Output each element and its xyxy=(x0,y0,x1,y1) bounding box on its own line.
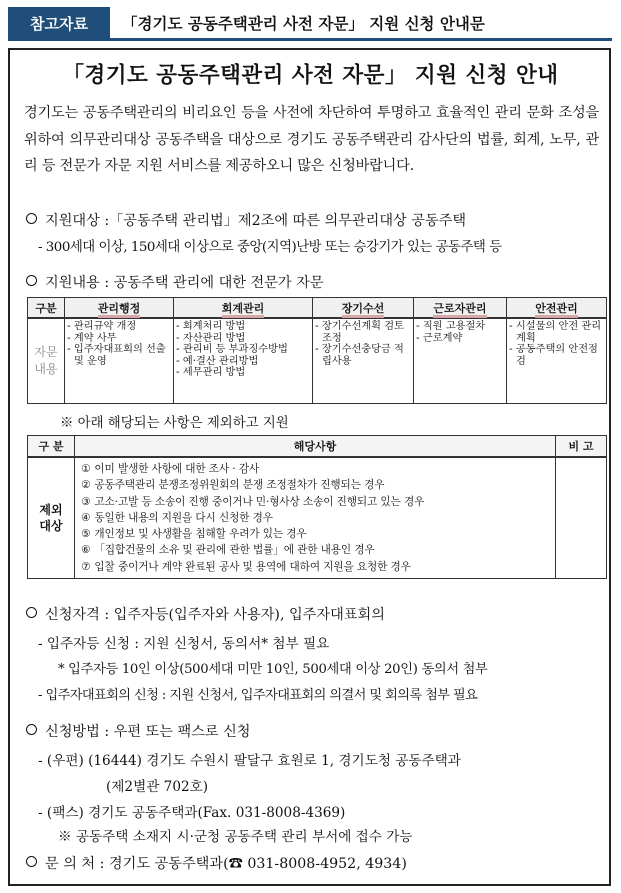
table-header: 구분 xyxy=(28,298,65,319)
method-heading: 신청방법 : 우편 또는 팩스로 신청 xyxy=(26,721,251,741)
circle-bullet-icon xyxy=(26,724,37,735)
list-item: ② 공동주택관리 분쟁조정위원회의 분쟁 조정절차가 진행되는 경우 xyxy=(81,479,385,492)
page-title: 「경기도 공동주택관리 사전 자문」 지원 신청 안내 xyxy=(62,63,559,88)
header-title: 「경기도 공동주택관리 사전 자문」 지원 신청 안내문 xyxy=(110,7,612,41)
table-cell: - 관리규약 개정 - 계약 사무 - 입주자대표회의 선출 및 운영 xyxy=(65,318,174,404)
support-content-table xyxy=(27,297,607,404)
list-item: ⑥ 「집합건물의 소유 및 관리에 관한 법률」에 관한 내용인 경우 xyxy=(81,544,375,557)
circle-bullet-icon xyxy=(26,856,37,867)
content-heading: 지원내용 : 공동주택 관리에 대한 전문가 자문 xyxy=(26,272,324,292)
method-mail-line-2: (제2별관 702호) xyxy=(106,779,209,795)
row-label: 자문 내용 xyxy=(28,318,65,404)
circle-bullet-icon xyxy=(26,607,37,618)
table-row xyxy=(28,318,607,404)
table-header: 관리행정 xyxy=(65,298,174,319)
contact-line: 문 의 처 : 경기도 공동주택과(☎ 031-8008-4952, 4934) xyxy=(26,853,407,873)
row-label: 제외 대상 xyxy=(28,457,75,579)
table-cell: - 회계처리 방법 - 자산관리 방법 - 관리비 등 부과징수방법 - 예·결산 관리방법 - 세무관리 방법 xyxy=(174,318,313,404)
list-item: ④ 동일한 내용의 지원을 다시 신청한 경우 xyxy=(81,511,273,524)
circle-bullet-icon xyxy=(26,213,37,224)
list-item: ① 이미 발생한 사항에 대한 조사 · 감사 xyxy=(81,463,260,475)
table-header: 구 분 xyxy=(28,436,75,458)
exclusion-list-cell xyxy=(75,457,556,579)
intro-paragraph: 경기도는 공동주택관리의 비리요인 등을 사전에 차단하여 투명하고 효율적인 관리 문화 조성을 위하여 의무관리대상 공동주택을 대상으로 경기도 공동주택관리 감사단의 법률, 회계, 노무, 관리 등 전문가 자문 지원 서비스를 제공하오니 많은 신청바랍니다. xyxy=(24,105,599,174)
list-item: ⑦ 입찰 중이거나 계약 완료된 공사 및 용역에 대하여 지원을 요청한 경우 xyxy=(81,560,411,573)
circle-bullet-icon xyxy=(26,275,37,286)
table-header: 비 고 xyxy=(556,436,607,458)
table-header: 근로자관리 xyxy=(414,298,507,319)
table-cell: - 장기수선계획 검토 조정 - 장기수선충당금 적립사용 xyxy=(313,318,414,404)
eligibility-line-3: - 입주자대표회의 신청 : 지원 신청서, 입주자대표회의 의결서 및 회의록 첨부 필요 xyxy=(38,688,478,703)
list-item: ⑤ 개인정보 및 사생활을 침해할 우려가 있는 경우 xyxy=(81,528,307,541)
remarks-cell xyxy=(556,457,607,579)
table-cell: - 시설물의 안전 관리계획 - 공동주택의 안전점검 xyxy=(507,318,607,404)
table-header: 안전관리 xyxy=(507,298,607,319)
eligibility-line-2: * 입주자등 10인 이상(500세대 미만 10인, 500세대 이상 20인) 동의서 첨부 xyxy=(58,662,488,677)
table-row xyxy=(28,457,607,579)
target-heading: 지원대상 :「공동주택 관리법」제2조에 따른 의무관리대상 공동주택 xyxy=(26,210,466,230)
table-header: 해당사항 xyxy=(75,436,556,458)
eligibility-heading: 신청자격 : 입주자등(입주자와 사용자), 입주자대표회의 xyxy=(26,604,385,624)
reference-tag: 참고자료 xyxy=(8,7,110,41)
table-header: 회계관리 xyxy=(174,298,313,319)
table-header: 장기수선 xyxy=(313,298,414,319)
target-detail: - 300세대 이상, 150세대 이상으로 중앙(지역)난방 또는 승강기가 있는 공동주택 등 xyxy=(38,240,502,255)
table-cell: - 직원 고용절차 - 근로계약 xyxy=(414,318,507,404)
eligibility-line-1: - 입주자등 신청 : 지원 신청서, 동의서* 첨부 필요 xyxy=(38,636,330,652)
method-note: ※ 공동주택 소재지 시·군청 공동주택 관리 부서에 접수 가능 xyxy=(58,829,413,845)
list-item: ③ 고소·고발 등 소송이 진행 중이거나 민·형사상 소송이 진행되고 있는 경우 xyxy=(81,495,425,508)
method-mail-line-1: - (우편) (16444) 경기도 수원시 팔달구 효원로 1, 경기도청 공동주택과 xyxy=(38,753,461,769)
document-header xyxy=(8,6,612,42)
method-fax-line: - (팩스) 경기도 공동주택과(Fax. 031-8008-4369) xyxy=(38,805,346,821)
exclusion-note: ※ 아래 해당되는 사항은 제외하고 지원 xyxy=(60,416,289,431)
exclusion-table xyxy=(27,435,607,579)
